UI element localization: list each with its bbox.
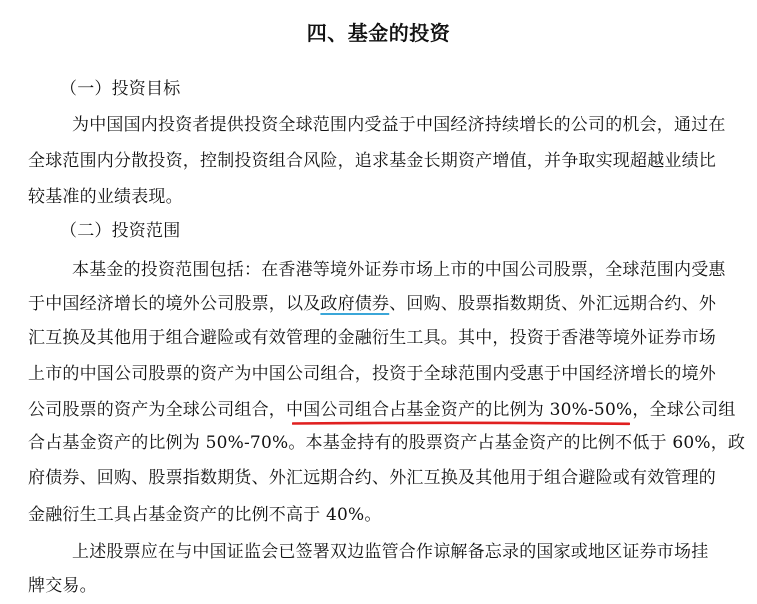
line-text: ，全球公司组 bbox=[632, 400, 736, 420]
highlighted-text: 中国公司组合占基金资产的比例为 30%-50% bbox=[286, 400, 633, 420]
government-bonds-link[interactable]: 政府债券 bbox=[320, 294, 390, 314]
page-title: 四、基金的投资 bbox=[306, 21, 451, 45]
paragraph-line: 汇互换及其他用于组合避险或有效管理的金融衍生工具。其中，投资于香港等境外证券市场 bbox=[28, 328, 716, 348]
paragraph-line: 全球范围内分散投资，控制投资组合风险，追求基金长期资产增值，并争取实现超越业绩比 bbox=[28, 151, 716, 171]
paragraph-line: 较基准的业绩表现。 bbox=[28, 187, 183, 207]
line-text: 、回购、股票指数期货、外汇远期合约、外 bbox=[389, 294, 717, 314]
section-heading-scope: （二）投资范围 bbox=[60, 221, 181, 241]
paragraph-line bbox=[28, 398, 736, 422]
line-text: 公司股票的资产为全球公司组合， bbox=[28, 400, 286, 420]
paragraph-line: 合占基金资产的比例为 50%-70%。本基金持有的股票资产占基金资产的比例不低于 60%，政 bbox=[28, 433, 746, 453]
paragraph-line: 上市的中国公司股票的资产为中国公司组合，投资于全球范围内受惠于中国经济增长的境外 bbox=[28, 364, 716, 384]
line-text: 于中国经济增长的境外公司股票，以及 bbox=[28, 294, 321, 314]
paragraph-line: 上述股票应在与中国证监会已签署双边监管合作谅解备忘录的国家或地区证券市场挂 bbox=[72, 542, 709, 562]
paragraph-line: 金融衍生工具占基金资产的比例不高于 40%。 bbox=[28, 505, 382, 525]
paragraph-line: 府债券、回购、股票指数期货、外汇远期合约、外汇互换及其他用于组合避险或有效管理的 bbox=[28, 468, 716, 488]
paragraph-line: 牌交易。 bbox=[28, 576, 97, 596]
section-heading-objective: （一）投资目标 bbox=[60, 79, 181, 99]
paragraph-line bbox=[28, 292, 728, 316]
paragraph-line: 为中国国内投资者提供投资全球范围内受益于中国经济持续增长的公司的机会，通过在 bbox=[72, 115, 726, 135]
paragraph-line: 本基金的投资范围包括：在香港等境外证券市场上市的中国公司股票，全球范围内受惠 bbox=[72, 260, 726, 280]
